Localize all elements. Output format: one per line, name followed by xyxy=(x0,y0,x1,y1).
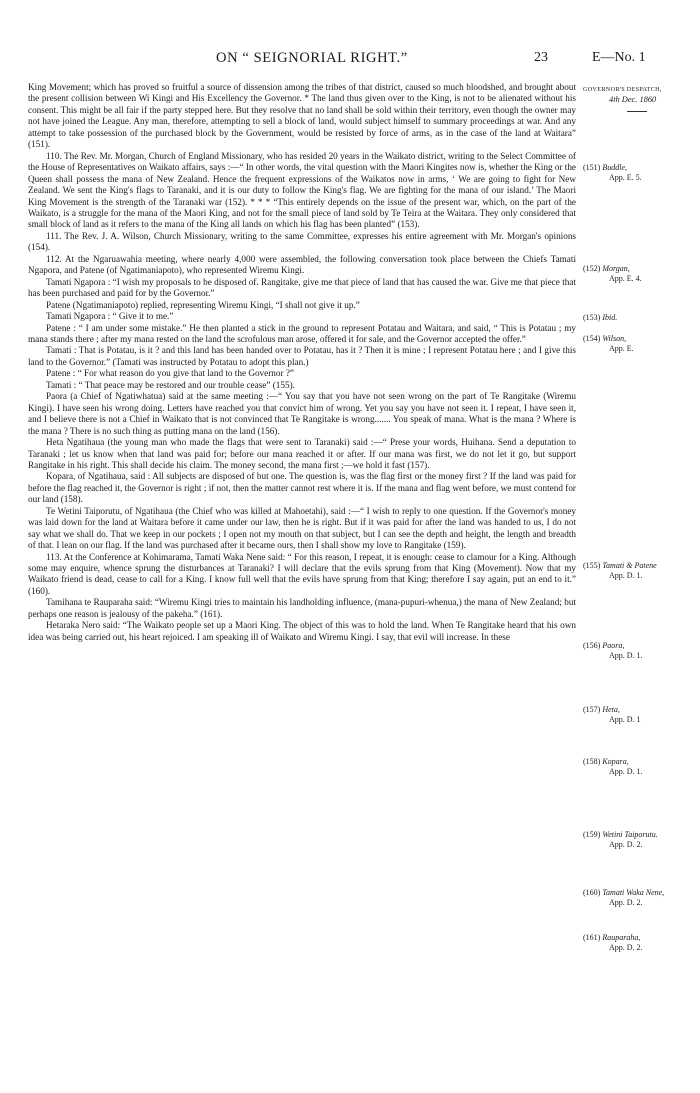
paragraph: King Movement; which has proved so fruitful a source of dissension among the tribes of that district, caused so much bloodshed, and brought about the present collision between Wi Kingi and His Excellency the Governor. * The land thus given over to the King, is not to be alienated without his consent. This might be all fair if the party stepped here. But they resolve that no land shall be sold within their territory, even though the owner may not have joined the League. Any man, therefore, attempting to sell a block of land, would subject himself to summary proceedings at war. And any attempt to take possession of the purchased block by the Government, would be resisted by force of arms, as in the case of the land at Waitara” (151). xyxy=(28,82,576,150)
margin-note: (161) Rauparaha, App. D. 2. xyxy=(583,933,643,952)
paragraph: Tamati : “ That peace may be restored and our trouble cease” (155). xyxy=(46,379,295,390)
paragraph: 112. At the Ngaruawahia meeting, where nearly 4,000 were assembled, the following conversation took place between the Chiefs Tamati Ngapora, and Patene (of Ngatimaniapoto), who represented Wiremu Kingi. xyxy=(28,253,576,276)
page-title: ON “ SEIGNORIAL RIGHT.” xyxy=(216,50,408,66)
paragraph: 111. The Rev. J. A. Wilson, Church Missionary, writing to the same Committee, expresses his entire agreement with Mr. Morgan's opinions (154). xyxy=(28,230,576,253)
paragraph: Tamati Ngapora : “ Give it to me.” xyxy=(46,311,174,322)
margin-note: (155) Tamati & Patene App. D. 1. xyxy=(583,561,657,580)
page-header xyxy=(0,50,700,70)
paragraph: Patene (Ngatimaniapoto) replied, representing Wiremu Kingi, “I shall not give it up.” xyxy=(46,299,360,310)
margin-note: (153) Ibid. xyxy=(583,313,618,322)
paragraph: Heta Ngatihaua (the young man who made the flags that were sent to Taranaki) said :—“ Prese your words, Huihana. Send a deputation to Taranaki ; let us know when that land was paid for; before our mana reached it or after. If our mana was first, we do not let it go, but support Rangitake in his right. This shall decide his claim. The money second, the mana first ;—we hold it fast (157). xyxy=(28,437,576,470)
despatch-date: 4th Dec. 1860 xyxy=(609,95,657,104)
paragraph: Patene : “ I am under some mistake.” He then planted a stick in the ground to represent Potatau and Waitara, and said, “ This is Potatau ; my mana stands there ; after my mana rested on the land the scrofulous man arose, offered it for sale, and the Governor accepted the offer.” xyxy=(28,322,576,344)
paragraph: Hetaraka Nero said: “The Waikato people set up a Maori King. The object of this was to hold the land. When Te Rangitake heard that his own idea was being carried out, his heart rejoiced. I am speaking ill of Waikato and Wiremu Kingi. I say, that evil will increase. In these xyxy=(28,620,576,642)
margin-note: (160) Tamati Waka Nene, App. D. 2. xyxy=(583,888,665,907)
paragraph: Tamati : That is Potatau, is it ? and this land has been handed over to Potatau, has it ? Then it is mine ; I represent Potatau here ; and I give this land to the Governor.” (Tamati was instructed by Potatau to adopt this plan.) xyxy=(28,345,576,367)
margin-note: (152) Morgan, App. E. 4. xyxy=(583,264,642,283)
paragraph: Tamihana te Rauparaha said: “Wiremu Kingi tries to maintain his landholding influence, (mana-pupuri-whenua,) the mana of New Zealand; but perhaps one reason is jealousy of the pakeha.” (161). xyxy=(28,597,576,619)
main-text xyxy=(28,82,576,643)
paragraph: Patene : “ For what reason do you give that land to the Governor ?” xyxy=(46,368,294,379)
margin-note: (159) Wetini Taiporutu. App. D. 2. xyxy=(583,830,658,849)
paragraph: Te Wetini Taiporutu, of Ngatihaua (the Chief who was killed at Mahoetahi), said :—“ I wish to reply to one question. If the Governor's money was laid down for the land at Waitara before it came under our law, then he is right. But if it was paid for after the land was handed to us, I do not say what we shall do. That we keep in our pockets ; I open not my mouth on that subject, but I can see the depth and height, the length and breadth of that. I lean on our flag. If the land was purchased after it became ours, then I shall show my love to Rangitake (159). xyxy=(28,505,576,551)
document-reference: E—No. 1 xyxy=(592,50,646,65)
margin-note: (156) Paora, App. D. 1. xyxy=(583,641,643,660)
despatch-label: GOVERNOR'S DESPATCH, xyxy=(583,86,662,93)
divider xyxy=(627,111,647,112)
paragraph: Tamati Ngapora : “I wish my proposals to be disposed of. Rangitake, give me that piece of land that has caused the war. Give me that piece that has been purchased and paid for by the Governor.” xyxy=(28,276,576,299)
margin-note: (158) Kopara, App. D. 1. xyxy=(583,757,643,776)
margin-note: (151) Buddle, App. E. 5. xyxy=(583,163,642,182)
margin-note: (157) Heta, App. D. 1 xyxy=(583,705,641,724)
paragraph: Paora (a Chief of Ngatiwhatua) said at the same meeting :—“ You say that you have not seen wrong on the part of Te Rangitake (Wiremu Kingi). I have seen his wrong doing. Letters have reached you that convict him of wrong. Yet you say you have not seen it. I repeat, I have seen it, and I believe there is not a Chief in Waikato that is not convinced that Te Rangitake is wrong....... You speak of mana. What is the mana ? Where is the mana ? There is no such thing as putting mana on the land (156). xyxy=(28,391,576,436)
paragraph: 110. The Rev. Mr. Morgan, Church of England Missionary, who has resided 20 years in the Waikato district, writing to the Select Committee of the House of Representatives on Waikato affairs, says :—“ In other words, the vital question with the Maori Kingites now is, whether the King or the Queen shall possess the mana of New Zealand. Hence the frequent expressions of the Waikatos now in arms, ‘ We are going to fight for New Zealand. We sent the King's flags to Taranaki, and it is our duty to follow the King's flag. We are fighting for the mana of our island.’ The Maori King Movement is the strength of the Taranaki war (152). * * * “This entirely depends on the issue of the present war, which, on the part of the Waikato, is a struggle for the mana of the Maori King, and not for the small piece of land sold by Te Teira at the Waitara. They only considered that small block of land as it refers to the mana of the King all lands on which his flag has been planted” (153). xyxy=(28,150,577,230)
margin-note: (154) Wilson, App. E. xyxy=(583,334,634,353)
margin-despatch xyxy=(583,84,693,112)
paragraph: Kopara, of Ngatihaua, said : All subjects are disposed of but one. The question is, was the flag first or the money first ? If the land was paid for before the flag reached it, the Governor is right ; if not, then the matter cannot rest where it is. If the mana and flag went before, we must contend for our land (158). xyxy=(28,471,576,505)
paragraph: 113. At the Conference at Kohimarama, Tamati Waka Nene said: “ For this reason, I repeat, it is enough: cease to clamour for a King. Although some may enquire, whence sprung the disturbances at Taranaki? I will declare that the evils sprung from that King (Movement). Now that my Waikato friend is dead, cease to call for a King. I know full well that the evils have sprung from that King; therefore I say again, put an end to it.” (160). xyxy=(28,551,576,596)
page-number: 23 xyxy=(534,50,548,65)
